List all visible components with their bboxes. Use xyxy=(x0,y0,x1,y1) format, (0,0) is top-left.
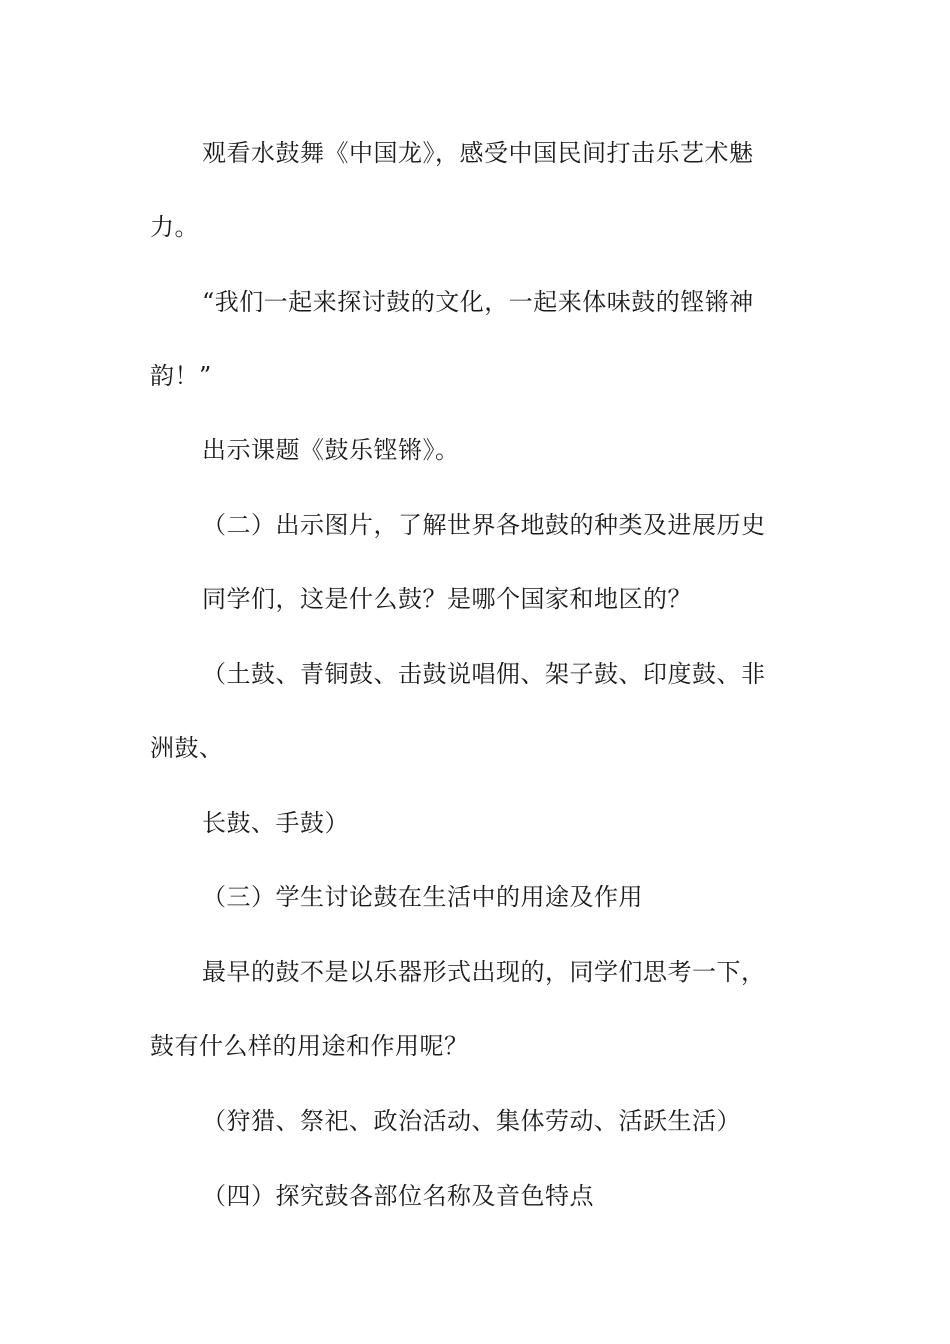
paragraph-line: 力。 xyxy=(150,213,199,241)
section-heading: （三）学生讨论鼓在生活中的用途及作用 xyxy=(202,883,643,911)
paragraph-line: （狩猎、祭祀、政治活动、集体劳动、活跃生活） xyxy=(202,1107,741,1135)
paragraph-line: 观看水鼓舞《中国龙》，感受中国民间打击乐艺术魅 xyxy=(202,139,754,167)
paragraph-line: 出示课题《鼓乐铿锵》。 xyxy=(202,436,460,464)
paragraph-line: （土鼓、青铜鼓、击鼓说唱佣、架子鼓、印度鼓、非 xyxy=(202,660,766,688)
paragraph-line: 同学们，这是什么鼓？是哪个国家和地区的？ xyxy=(202,585,692,613)
paragraph-line: 长鼓、手鼓） xyxy=(202,809,349,837)
paragraph-line: 鼓有什么样的用途和作用呢？ xyxy=(150,1032,469,1060)
paragraph-line: 洲鼓、 xyxy=(150,734,224,762)
section-heading: （四）探究鼓各部位名称及音色特点 xyxy=(202,1182,594,1210)
paragraph-line: 韵！” xyxy=(150,362,212,390)
section-heading: （二）出示图片，了解世界各地鼓的种类及进展历史 xyxy=(202,511,766,539)
paragraph-line: 最早的鼓不是以乐器形式出现的，同学们思考一下， xyxy=(202,958,766,986)
paragraph-line: “我们一起来探讨鼓的文化，一起来体味鼓的铿锵神 xyxy=(202,288,754,316)
